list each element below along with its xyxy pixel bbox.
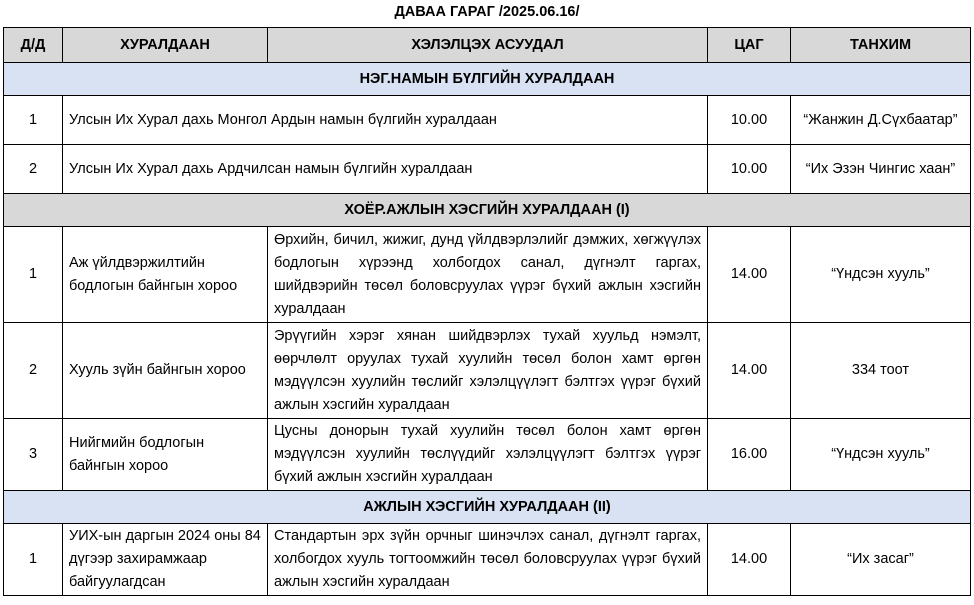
row-time: 10.00 (708, 96, 791, 145)
table-row (4, 145, 971, 194)
header-topic: ХЭЛЭЛЦЭХ АСУУДАЛ (268, 28, 708, 63)
row-meeting-text: Улсын Их Хурал дахь Монгол Ардын намын бүлгийн хуралдаан (69, 111, 497, 128)
row-num: 3 (4, 419, 63, 491)
row-meeting: УИХ-ын даргын 2024 оны 84 дүгээр захирамжаар байгуулагдсан (63, 524, 268, 596)
row-topic: Цусны донорын тухай хуулийн төсөл болон хамт өргөн мэдүүлсэн хуулийн төслүүдийг хэлэлцүүлэгт бэлтгэх үүрэг бүхий ажлын хэсгийн хуралдаан (268, 419, 708, 491)
row-room: “Их Эзэн Чингис хаан” (791, 145, 971, 194)
table-row (4, 227, 971, 323)
row-num: 2 (4, 145, 63, 194)
row-meeting: Нийгмийн бодлогын байнгын хороо (63, 419, 268, 491)
row-meeting (63, 96, 708, 145)
table-row (4, 96, 971, 145)
row-time: 14.00 (708, 227, 791, 323)
row-num: 1 (4, 227, 63, 323)
row-topic: Өрхийн, бичил, жижиг, дунд үйлдвэрлэлийг дэмжих, хөгжүүлэх бодлогын хүрээнд холбогдох санал, дүгнэлт гаргах, шийдвэрийн төсөл боловсруулах үүрэг бүхий ажлын хэсгийн хуралдаан (268, 227, 708, 323)
header-num: Д/Д (4, 28, 63, 63)
row-room: 334 тоот (791, 323, 971, 419)
row-num: 1 (4, 96, 63, 145)
row-time: 10.00 (708, 145, 791, 194)
row-time: 14.00 (708, 323, 791, 419)
header-room: ТАНХИМ (791, 28, 971, 63)
schedule-table (3, 27, 971, 596)
section-row (4, 491, 971, 524)
row-meeting: Аж үйлдвэржилтийн бодлогын байнгын хороо (63, 227, 268, 323)
section-row (4, 63, 971, 96)
section-title: ХОЁР.АЖЛЫН ХЭСГИЙН ХУРАЛДААН (I) (4, 194, 971, 227)
row-num: 2 (4, 323, 63, 419)
row-room: “Их засаг” (791, 524, 971, 596)
section-title: НЭГ.НАМЫН БҮЛГИЙН ХУРАЛДААН (4, 63, 971, 96)
row-time: 14.00 (708, 524, 791, 596)
section-title: АЖЛЫН ХЭСГИЙН ХУРАЛДААН (II) (4, 491, 971, 524)
row-room: “Үндсэн хууль” (791, 419, 971, 491)
row-topic: Эрүүгийн хэрэг хянан шийдвэрлэх тухай хуульд нэмэлт, өөрчлөлт оруулах тухай хуулийн төсөл болон хамт өргөн мэдүүлсэн хуулийн төслийг хэлэлцүүлэгт бэлтгэх үүрэг бүхий ажлын хэсгийн хуралдаан (268, 323, 708, 419)
page-title: ДАВАА ГАРАГ /2025.06.16/ (394, 4, 580, 20)
header-time: ЦАГ (708, 28, 791, 63)
row-room: “Үндсэн хууль” (791, 227, 971, 323)
table-header-row (4, 28, 971, 63)
section-row (4, 194, 971, 227)
row-num: 1 (4, 524, 63, 596)
table-row (4, 524, 971, 596)
table-row (4, 419, 971, 491)
row-meeting: Хууль зүйн байнгын хороо (63, 323, 268, 419)
header-meeting: ХУРАЛДААН (63, 28, 268, 63)
table-row (4, 323, 971, 419)
row-meeting (63, 145, 708, 194)
row-meeting-text: Улсын Их Хурал дахь Ардчилсан намын бүлгийн хуралдаан (69, 160, 473, 177)
row-room: “Жанжин Д.Сүхбаатар” (791, 96, 971, 145)
row-time: 16.00 (708, 419, 791, 491)
row-topic: Стандартын эрх зүйн орчныг шинэчлэх санал, дүгнэлт гаргах, холбогдох хууль тогтоомжийн төсөл боловсруулах үүрэг бүхий ажлын хэсгийн хуралдаан (268, 524, 708, 596)
